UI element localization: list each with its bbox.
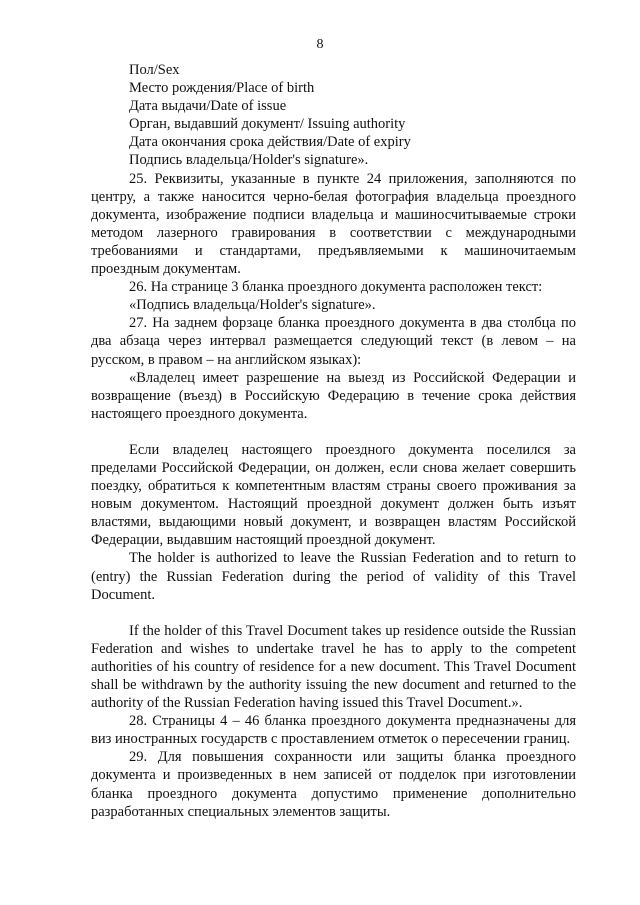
page-number: 8	[316, 37, 324, 52]
paragraph-spacer	[91, 423, 576, 441]
field-line-holder-signature: Подпись владельца/Holder's signature».	[129, 152, 369, 169]
paragraph-26: 26. На странице 3 бланка проездного документа расположен текст:	[129, 279, 543, 296]
paragraph-28: 28. Страницы 4 – 46 бланка проездного документа предназначены для виз иностранных государств с проставлением отметок о пересечении границ.	[91, 713, 576, 748]
field-line-place-of-birth: Место рождения/Place of birth	[129, 80, 315, 97]
paragraph-25: 25. Реквизиты, указанные в пункте 24 приложения, заполняются по центру, а также наносится черно-белая фотография владельца проездного документа, изображение подписи владельца и машиносчитываемые строки методом лазерного гравирования в соответствии с международными требованиями и стандартами, предъявляемыми к машиночитаемым проездным документам.	[91, 170, 576, 278]
document-body	[91, 61, 576, 821]
field-line-issuing-authority: Орган, выдавший документ/ Issuing authority	[129, 116, 406, 133]
paragraph-26-quote: «Подпись владельца/Holder's signature».	[129, 297, 376, 314]
english-text-paragraph-1: The holder is authorized to leave the Russian Federation and to return to (entry) the Russian Federation during the period of validity of this Travel Document.	[91, 550, 576, 603]
field-line-date-of-expiry: Дата окончания срока действия/Date of expiry	[129, 134, 411, 151]
paragraph-27: 27. На заднем форзаце бланка проездного документа в два столбца по два абзаца через интервал размещается следующий текст (в левом – на русском, в правом – на английском языках):	[91, 315, 576, 368]
english-text-paragraph-2: If the holder of this Travel Document takes up residence outside the Russian Federation and wishes to undertake travel he has to apply to the competent authorities of his country of residence for a new document. This Travel Document shall be withdrawn by the authority issuing the new document and returned to the authority of the Russian Federation having issued this Travel Document.».	[91, 622, 576, 712]
paragraph-spacer	[91, 604, 576, 622]
russian-text-paragraph-2: Если владелец настоящего проездного документа поселился за пределами Российской Федерации, он должен, если снова желает совершить поездку, обратиться к компетентным властям страны своего проживания за новым документом. Настоящий проездной документ должен быть изъят властями, выдающими новый документ, и возвращен властям Российской Федерации, выдавшим настоящий проездной документ.	[91, 441, 576, 549]
field-line-sex: Пол/Sex	[129, 62, 180, 78]
russian-text-paragraph-1: «Владелец имеет разрешение на выезд из Российской Федерации и возвращение (въезд) в Российскую Федерацию в течение срока действия настоящего проездного документа.	[91, 369, 576, 422]
paragraph-29: 29. Для повышения сохранности или защиты бланка проездного документа и произведенных в нем записей от подделок при изготовлении бланка проездного документа допустимо применение дополнительно разработанных специальных элементов защиты.	[91, 749, 576, 820]
field-line-date-of-issue: Дата выдачи/Date of issue	[129, 98, 287, 115]
